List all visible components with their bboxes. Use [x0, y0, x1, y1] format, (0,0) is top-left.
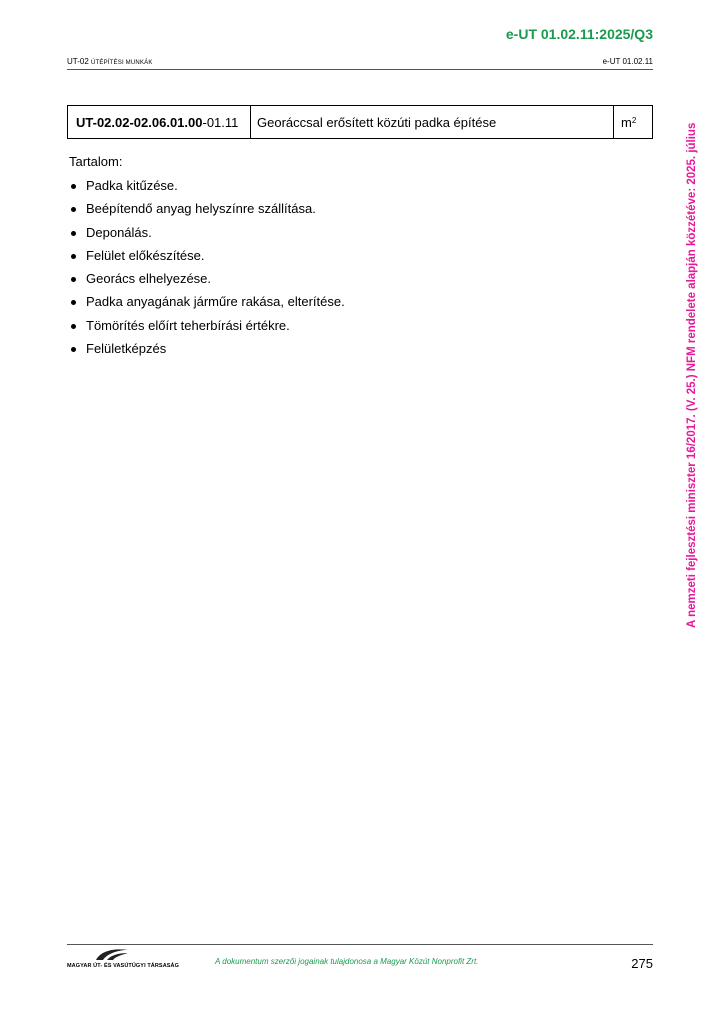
header-document-ref: e-UT 01.02.11 [602, 57, 653, 66]
item-description: Georáccsal erősített közúti padka építése [251, 106, 614, 138]
list-item: Beépítendő anyag helyszínre szállítása. [69, 200, 345, 223]
content-label: Tartalom: [69, 154, 123, 169]
header-chapter [67, 58, 153, 67]
item-code: UT-02.02-02.06.01.00 [76, 114, 203, 130]
list-item: Georács elhelyezése. [69, 270, 345, 293]
list-item: Padka anyagának járműre rakása, elterítése. [69, 293, 345, 316]
item-code-suffix: -01.11 [202, 114, 239, 130]
footer-divider [67, 944, 653, 945]
item-unit-exponent: 2 [631, 115, 637, 125]
logo-text: MAGYAR ÚT- ÉS VASÚTÜGYI TÁRSASÁG [67, 963, 179, 969]
list-item: Felületképzés [69, 340, 345, 363]
content-list [69, 177, 345, 363]
document-code: e-UT 01.02.11:2025/Q3 [505, 26, 653, 42]
item-table [67, 105, 653, 139]
publication-side-note: A nemzeti fejlesztési miniszter 16/2017. (V. 25.) NFM rendelete alapján közzétéve: 2025. július [686, 122, 698, 628]
list-item: Padka kitűzése. [69, 177, 345, 200]
header-chapter-title: ÚTÉPÍTÉSI MUNKÁK [91, 60, 153, 66]
list-item: Felület előkészítése. [69, 247, 345, 270]
list-item: Deponálás. [69, 224, 345, 247]
running-header [67, 58, 653, 70]
item-unit-cell [614, 106, 652, 138]
list-item: Tömörítés előírt teherbírási értékre. [69, 317, 345, 340]
road-logo-icon [95, 947, 129, 961]
item-unit: m [621, 114, 632, 130]
item-code-cell [68, 106, 251, 138]
copyright-notice: A dokumentum szerzői jogainak tulajdonosa a Magyar Közút Nonprofit Zrt. [215, 957, 479, 966]
header-chapter-prefix: UT-02 [67, 57, 92, 66]
page-number: 275 [631, 956, 653, 971]
society-logo [67, 947, 179, 969]
